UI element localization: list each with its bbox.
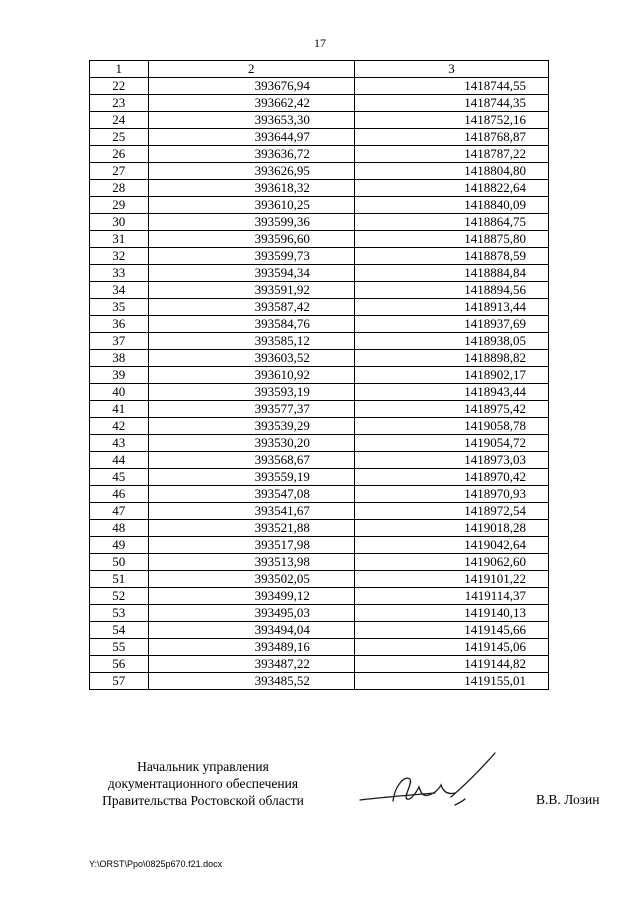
table-row: [90, 78, 549, 95]
table-row: [90, 180, 549, 197]
table-row: [90, 520, 549, 537]
table-cell: 393636,72: [148, 146, 354, 163]
table-header-row: [90, 61, 549, 78]
table-cell: 49: [90, 537, 149, 554]
table-cell: 1418864,75: [354, 214, 548, 231]
table-cell: 393530,20: [148, 435, 354, 452]
table-cell: 393568,67: [148, 452, 354, 469]
table-cell: 54: [90, 622, 149, 639]
table-cell: 1418938,05: [354, 333, 548, 350]
table-cell: 393502,05: [148, 571, 354, 588]
table-cell: 393499,12: [148, 588, 354, 605]
table-cell: 26: [90, 146, 149, 163]
table-cell: 393599,73: [148, 248, 354, 265]
column-header: 3: [354, 61, 548, 78]
signature-title-line: документационного обеспечения: [107, 776, 299, 791]
table-cell: 1418878,59: [354, 248, 548, 265]
table-cell: 393495,03: [148, 605, 354, 622]
table-cell: 1418972,54: [354, 503, 548, 520]
table-cell: 393489,16: [148, 639, 354, 656]
table-cell: 33: [90, 265, 149, 282]
table-body: [90, 78, 549, 690]
table-row: [90, 146, 549, 163]
table-cell: 31: [90, 231, 149, 248]
table-cell: 39: [90, 367, 149, 384]
table-row: [90, 367, 549, 384]
table-cell: 45: [90, 469, 149, 486]
table-row: [90, 469, 549, 486]
table-cell: 1418913,44: [354, 299, 548, 316]
handwritten-signature-icon: [355, 745, 505, 815]
table-cell: 1418744,55: [354, 78, 548, 95]
table-cell: 1419140,13: [354, 605, 548, 622]
table-cell: 393494,04: [148, 622, 354, 639]
table-cell: 42: [90, 418, 149, 435]
table-cell: 393487,22: [148, 656, 354, 673]
table-row: [90, 299, 549, 316]
table-row: [90, 503, 549, 520]
table-row: [90, 282, 549, 299]
signature-title-block: [89, 758, 317, 809]
table-row: [90, 639, 549, 656]
table-cell: 1418875,80: [354, 231, 548, 248]
table-cell: 393618,32: [148, 180, 354, 197]
table-row: [90, 588, 549, 605]
table-row: [90, 622, 549, 639]
table-cell: 1419114,37: [354, 588, 548, 605]
table-cell: 22: [90, 78, 149, 95]
table-cell: 393485,52: [148, 673, 354, 690]
table-row: [90, 265, 549, 282]
table-cell: 48: [90, 520, 149, 537]
column-header: 1: [90, 61, 149, 78]
table-row: [90, 214, 549, 231]
table-row: [90, 197, 549, 214]
column-header: 2: [148, 61, 354, 78]
table-row: [90, 554, 549, 571]
table-cell: 38: [90, 350, 149, 367]
table-row: [90, 231, 549, 248]
table-cell: 393626,95: [148, 163, 354, 180]
table-cell: 1418744,35: [354, 95, 548, 112]
table-cell: 1419018,28: [354, 520, 548, 537]
table-cell: 34: [90, 282, 149, 299]
table-cell: 32: [90, 248, 149, 265]
table-cell: 1418943,44: [354, 384, 548, 401]
table-cell: 1419058,78: [354, 418, 548, 435]
table-cell: 393577,37: [148, 401, 354, 418]
table-cell: 393603,52: [148, 350, 354, 367]
table-cell: 393593,19: [148, 384, 354, 401]
table-cell: 1418768,87: [354, 129, 548, 146]
table-cell: 393596,60: [148, 231, 354, 248]
table-cell: 40: [90, 384, 149, 401]
table-row: [90, 605, 549, 622]
file-path: Y:\ORST\Ppo\0825p670.f21.docx: [89, 859, 223, 869]
table-cell: 27: [90, 163, 149, 180]
table-cell: 393653,30: [148, 112, 354, 129]
signer-name: В.В. Лозин: [536, 792, 600, 807]
table-cell: 55: [90, 639, 149, 656]
table-cell: 1418970,93: [354, 486, 548, 503]
table-row: [90, 384, 549, 401]
table-cell: 35: [90, 299, 149, 316]
table-row: [90, 112, 549, 129]
table-cell: 36: [90, 316, 149, 333]
table-row: [90, 350, 549, 367]
table-cell: 1418894,56: [354, 282, 548, 299]
table-cell: 56: [90, 656, 149, 673]
table-row: [90, 316, 549, 333]
table-cell: 393541,67: [148, 503, 354, 520]
coordinates-table: [89, 60, 549, 690]
table-row: [90, 452, 549, 469]
table-row: [90, 486, 549, 503]
table-cell: 1419042,64: [354, 537, 548, 554]
table-cell: 393584,76: [148, 316, 354, 333]
table-cell: 52: [90, 588, 149, 605]
table-cell: 47: [90, 503, 149, 520]
table-cell: 1418975,42: [354, 401, 548, 418]
table-cell: 1418898,82: [354, 350, 548, 367]
table-cell: 393521,88: [148, 520, 354, 537]
table-row: [90, 435, 549, 452]
table-cell: 41: [90, 401, 149, 418]
table-row: [90, 418, 549, 435]
table-cell: 29: [90, 197, 149, 214]
table-cell: 1419062,60: [354, 554, 548, 571]
table-row: [90, 95, 549, 112]
table-cell: 393517,98: [148, 537, 354, 554]
table-cell: 1418787,22: [354, 146, 548, 163]
table-cell: 393539,29: [148, 418, 354, 435]
table-cell: 393610,25: [148, 197, 354, 214]
table-cell: 44: [90, 452, 149, 469]
table-cell: 393585,12: [148, 333, 354, 350]
table-cell: 43: [90, 435, 149, 452]
table-row: [90, 248, 549, 265]
table-cell: 1419155,01: [354, 673, 548, 690]
table-cell: 1418884,84: [354, 265, 548, 282]
page-number: 17: [314, 36, 326, 50]
table-cell: 25: [90, 129, 149, 146]
table-cell: 30: [90, 214, 149, 231]
table-cell: 393547,08: [148, 486, 354, 503]
table-cell: 1418902,17: [354, 367, 548, 384]
table-row: [90, 537, 549, 554]
table-cell: 1418840,09: [354, 197, 548, 214]
table-cell: 1418804,80: [354, 163, 548, 180]
table-cell: 1419101,22: [354, 571, 548, 588]
signature-title-line: Правительства Ростовской области: [102, 793, 304, 808]
table-cell: 1419144,82: [354, 656, 548, 673]
table-cell: 393599,36: [148, 214, 354, 231]
table-cell: 393676,94: [148, 78, 354, 95]
table-cell: 53: [90, 605, 149, 622]
table-cell: 28: [90, 180, 149, 197]
table-cell: 393662,42: [148, 95, 354, 112]
table-cell: 1419054,72: [354, 435, 548, 452]
table-row: [90, 673, 549, 690]
table-cell: 51: [90, 571, 149, 588]
table-cell: 1419145,06: [354, 639, 548, 656]
table-cell: 393587,42: [148, 299, 354, 316]
table-row: [90, 571, 549, 588]
table-row: [90, 333, 549, 350]
table-cell: 393610,92: [148, 367, 354, 384]
table-cell: 393513,98: [148, 554, 354, 571]
table-cell: 23: [90, 95, 149, 112]
table-row: [90, 163, 549, 180]
table-cell: 393644,97: [148, 129, 354, 146]
table-cell: 393594,34: [148, 265, 354, 282]
table-cell: 37: [90, 333, 149, 350]
signature-title-line: Начальник управления: [137, 759, 269, 774]
table-row: [90, 656, 549, 673]
table-cell: 57: [90, 673, 149, 690]
table-row: [90, 401, 549, 418]
table-cell: 50: [90, 554, 149, 571]
table-row: [90, 129, 549, 146]
table-cell: 1418752,16: [354, 112, 548, 129]
table-cell: 1418973,03: [354, 452, 548, 469]
table-cell: 1419145,66: [354, 622, 548, 639]
table-cell: 1418937,69: [354, 316, 548, 333]
table-cell: 393559,19: [148, 469, 354, 486]
table-cell: 46: [90, 486, 149, 503]
table-cell: 24: [90, 112, 149, 129]
table-cell: 393591,92: [148, 282, 354, 299]
table-cell: 1418822,64: [354, 180, 548, 197]
table-cell: 1418970,42: [354, 469, 548, 486]
